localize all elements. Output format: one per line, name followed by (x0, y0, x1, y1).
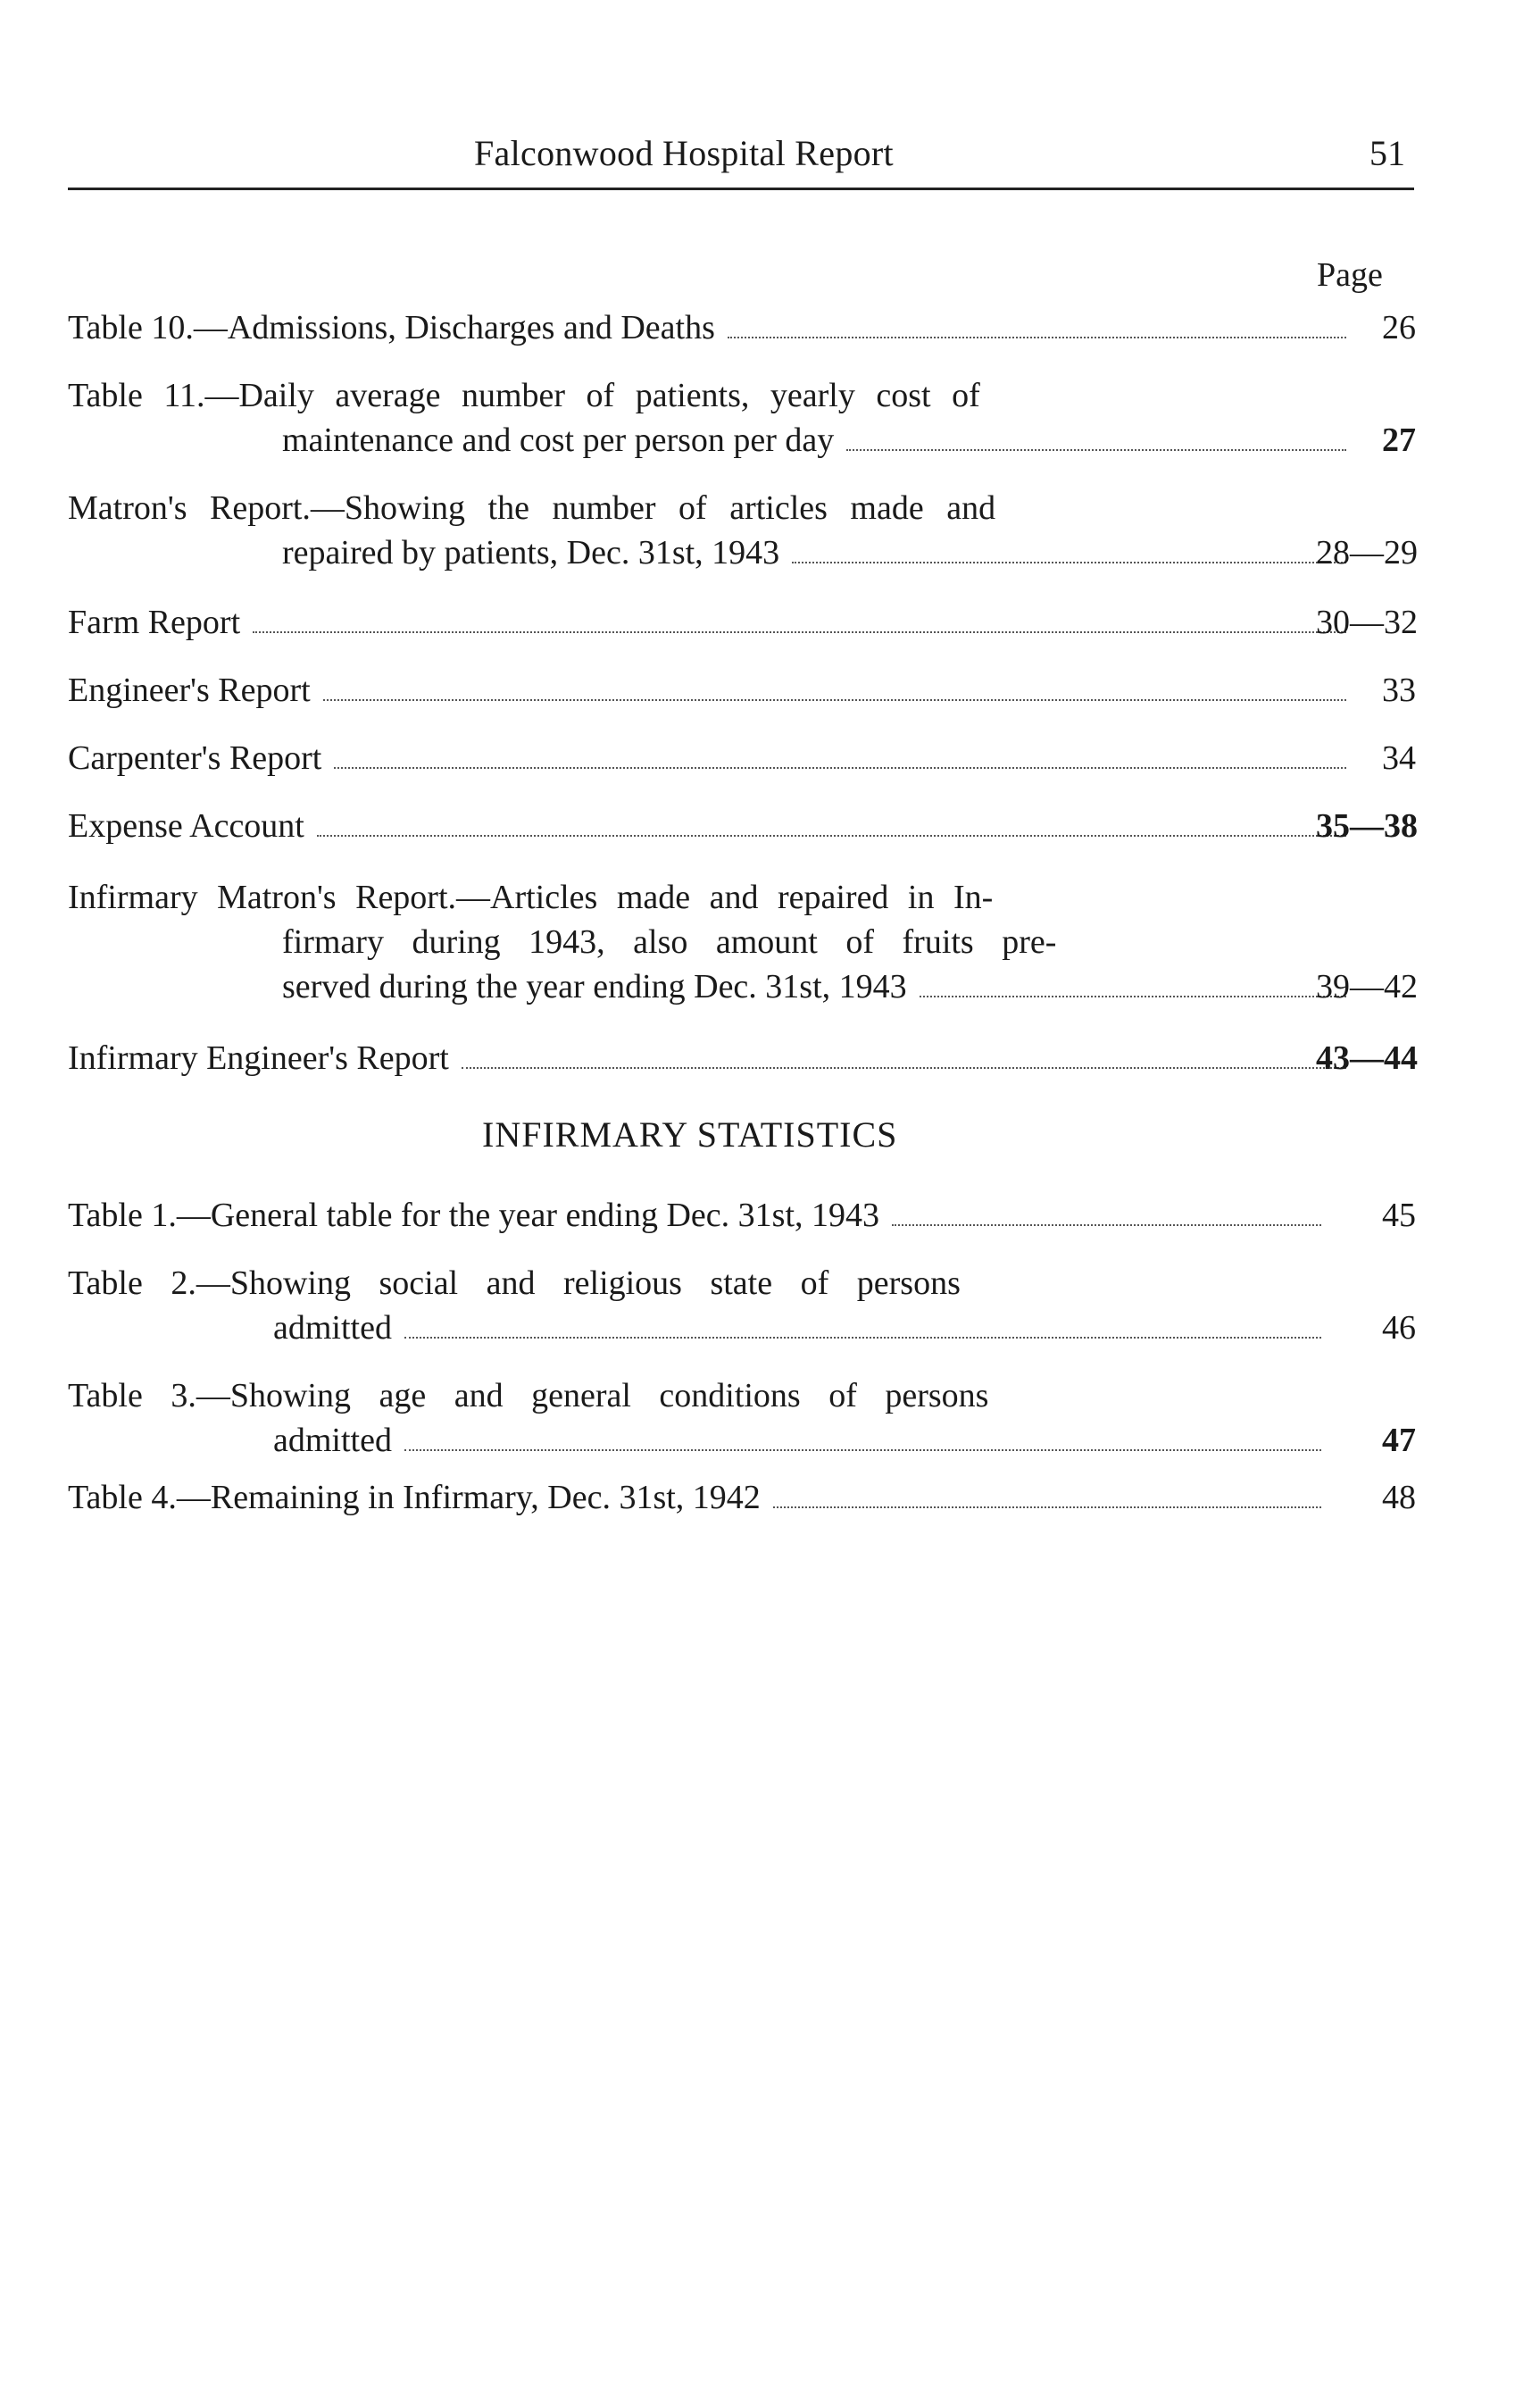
toc-entry-page: 26 (1382, 309, 1416, 346)
toc-entry-page: 27 (1382, 421, 1416, 459)
toc-entry (68, 1475, 1416, 1520)
toc-entry-text: Farm Report (68, 604, 241, 641)
toc-entry-page: 28—29 (1316, 534, 1418, 571)
section-heading: INFIRMARY STATISTICS (482, 1114, 898, 1155)
toc-entry-page: 39—42 (1316, 968, 1418, 1005)
dot-leader (334, 767, 1346, 769)
dot-leader (892, 1224, 1321, 1226)
toc-entry-page: 43—44 (1316, 1039, 1418, 1077)
page-column-label: Page (1317, 256, 1383, 294)
toc-entry-text: maintenance and cost per person per day (282, 421, 835, 459)
toc-entry (68, 1193, 1416, 1238)
toc-entry (68, 875, 1418, 1009)
toc-entry-page: 45 (1382, 1197, 1416, 1234)
toc-entry-text: Table 1.—General table for the year ending Dec. 31st, 1943 (68, 1197, 880, 1234)
toc-entry-page: 30—32 (1316, 604, 1418, 641)
toc-entry (68, 305, 1416, 350)
toc-entry-text: Infirmary Engineer's Report (68, 1039, 449, 1077)
toc-entry-page: 35—38 (1316, 807, 1418, 845)
toc-entry (68, 804, 1418, 848)
toc-entry (68, 736, 1416, 780)
toc-entry-text: Table 11.—Daily average number of patients, yearly cost of (68, 377, 980, 414)
page-number: 51 (1369, 133, 1405, 173)
toc-entry-text: Table 4.—Remaining in Infirmary, Dec. 31st, 1942 (68, 1479, 761, 1516)
toc-entry-text: Expense Account (68, 807, 304, 845)
toc-entry (68, 1261, 1416, 1350)
dot-leader (920, 996, 1346, 997)
toc-entry-text: admitted (273, 1422, 392, 1459)
toc-entry (68, 668, 1416, 713)
toc-entry-text: Table 10.—Admissions, Discharges and Deaths (68, 309, 715, 346)
toc-entry-text: Carpenter's Report (68, 739, 322, 777)
toc-entry-text: repaired by patients, Dec. 31st, 1943 (282, 534, 780, 571)
toc-entry-text: firmary during 1943, also amount of fruits pre- (282, 923, 1057, 961)
dot-leader (846, 449, 1346, 451)
dot-leader (404, 1337, 1321, 1339)
dot-leader (792, 562, 1346, 563)
toc-entry-text: admitted (273, 1309, 392, 1347)
dot-leader (323, 699, 1346, 701)
toc-entry-text: Table 3.—Showing age and general conditions of persons (68, 1377, 989, 1414)
toc-entry-text: Matron's Report.—Showing the number of articles made and (68, 489, 996, 527)
toc-entry (68, 1373, 1416, 1463)
toc-entry-text: Engineer's Report (68, 672, 311, 709)
page-header (68, 132, 1414, 190)
toc-entry-page: 34 (1382, 739, 1416, 777)
dot-leader (462, 1067, 1346, 1069)
toc-entry (68, 373, 1416, 463)
toc-entry-page: 46 (1382, 1309, 1416, 1347)
toc-entry-text: Infirmary Matron's Report.—Articles made and repaired in In- (68, 879, 994, 916)
dot-leader (728, 337, 1346, 338)
toc-entry-page: 47 (1382, 1422, 1416, 1459)
toc-entry-text: Table 2.—Showing social and religious state of persons (68, 1264, 961, 1302)
dot-leader (773, 1506, 1321, 1508)
toc-entry (68, 600, 1418, 645)
toc-entry-text: served during the year ending Dec. 31st, 1943 (282, 968, 907, 1005)
dot-leader (253, 631, 1346, 633)
toc-entry-page: 33 (1382, 672, 1416, 709)
dot-leader (404, 1449, 1321, 1451)
toc-entry (68, 1036, 1418, 1080)
toc-entry-page: 48 (1382, 1479, 1416, 1516)
dot-leader (317, 835, 1346, 837)
page-title: Falconwood Hospital Report (474, 133, 894, 173)
toc-entry (68, 486, 1418, 575)
